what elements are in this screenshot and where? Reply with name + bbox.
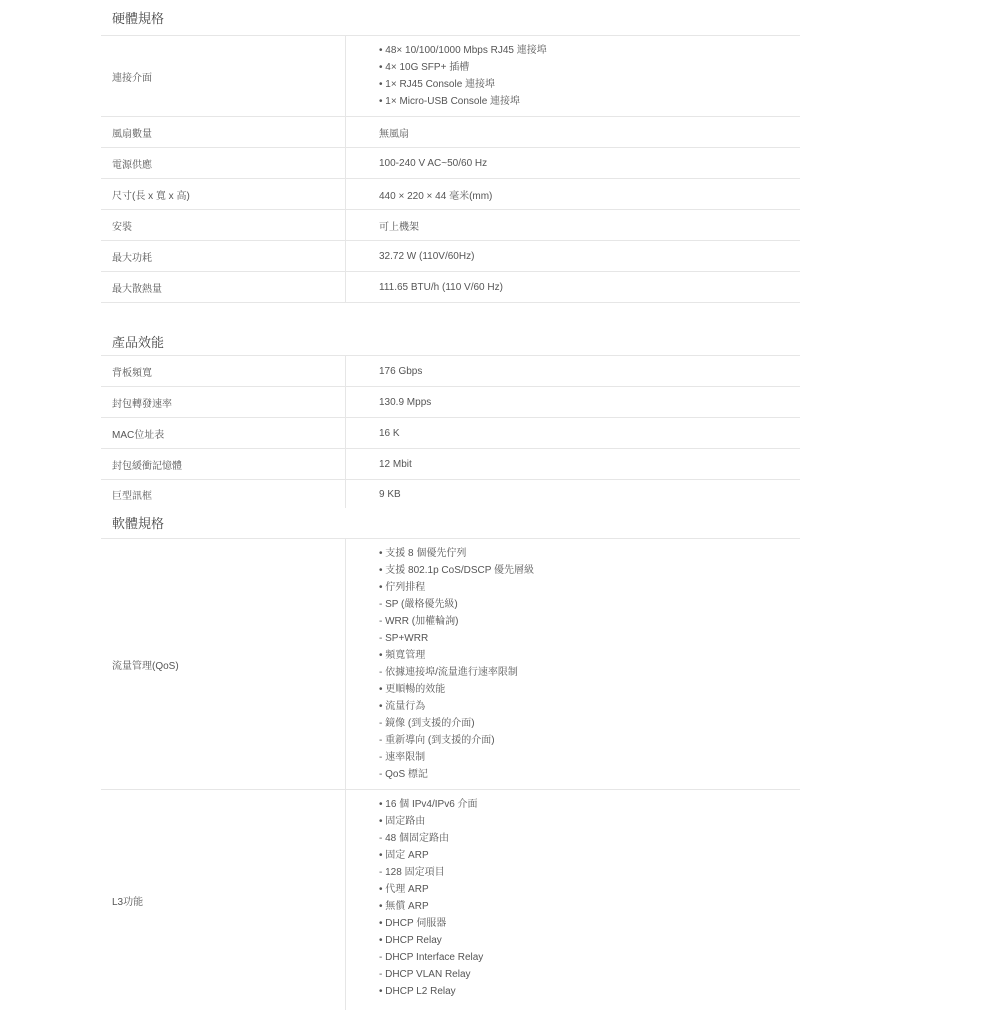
list-item: • DHCP L2 Relay — [379, 986, 456, 997]
list-item: • 48× 10/100/1000 Mbps RJ45 連接埠 — [379, 45, 547, 56]
list-item: - DHCP Interface Relay — [379, 952, 484, 963]
list-item: - 速率限制 — [379, 752, 426, 763]
list-item: • 流量行為 — [379, 701, 426, 712]
spec-value: 32.72 W (110V/60Hz) — [379, 250, 475, 262]
spec-row — [101, 179, 800, 210]
list-item: • 支援 8 個優先佇列 — [379, 548, 467, 559]
spec-value — [346, 790, 800, 1010]
list-item: • 1× RJ45 Console 連接埠 — [379, 79, 496, 90]
spec-label: 安裝 — [101, 210, 346, 240]
spec-label: 電源供應 — [101, 148, 346, 178]
spec-row — [101, 418, 800, 449]
spec-label: 風扇數量 — [101, 117, 346, 147]
spec-row — [101, 480, 800, 508]
spec-value: 無風扇 — [379, 128, 409, 140]
spec-value: 111.65 BTU/h (110 V/60 Hz) — [379, 281, 503, 293]
list-item: • DHCP 伺服器 — [379, 918, 447, 929]
section-spacer — [101, 303, 800, 332]
section-title-hardware: 硬體規格 — [101, 0, 800, 36]
list-item: - 重新導向 (到支援的介面) — [379, 735, 495, 746]
spec-row — [101, 356, 800, 387]
spec-row — [101, 449, 800, 480]
spec-label: L3功能 — [101, 790, 346, 1010]
spec-value: 100-240 V AC~50/60 Hz — [379, 157, 488, 169]
section-title-software: 軟體規格 — [101, 508, 800, 539]
spec-label: 連接介面 — [101, 36, 346, 116]
spec-value: 440 × 220 × 44 毫米(mm) — [379, 190, 493, 202]
list-item: - WRR (加權輪詢) — [379, 616, 459, 627]
list-item: • 固定 ARP — [379, 850, 429, 861]
spec-value — [346, 539, 800, 789]
spec-label: 尺寸(長 x 寬 x 高) — [101, 179, 346, 209]
list-item: - SP+WRR — [379, 633, 429, 644]
list-item: - QoS 標記 — [379, 769, 428, 780]
spec-value — [346, 36, 800, 116]
list-item: - 依據連接埠/流量進行速率限制 — [379, 667, 518, 678]
spec-row — [101, 387, 800, 418]
list-item: • 16 個 IPv4/IPv6 介面 — [379, 799, 478, 810]
spec-row — [101, 210, 800, 241]
spec-label: 流量管理(QoS) — [101, 539, 346, 789]
spec-label: 封包轉發速率 — [101, 387, 346, 417]
list-item: • 4× 10G SFP+ 插槽 — [379, 62, 470, 73]
list-item: • 1× Micro-USB Console 連接埠 — [379, 96, 521, 107]
spec-label: 最大功耗 — [101, 241, 346, 271]
spec-value: 9 KB — [379, 488, 401, 500]
l3-list — [379, 796, 483, 1000]
spec-label: MAC位址表 — [101, 418, 346, 448]
connection-list — [379, 42, 547, 110]
list-item: - SP (嚴格優先級) — [379, 599, 458, 610]
spec-row — [101, 272, 800, 303]
spec-value: 16 K — [379, 427, 400, 439]
qos-list — [379, 545, 534, 783]
spec-label: 最大散熱量 — [101, 272, 346, 302]
spec-row-connection — [101, 36, 800, 117]
spec-label: 巨型訊框 — [101, 480, 346, 508]
spec-table — [101, 0, 800, 1010]
section-title-performance: 產品效能 — [101, 332, 800, 356]
list-item: • DHCP Relay — [379, 935, 442, 946]
list-item: - DHCP VLAN Relay — [379, 969, 471, 980]
spec-row-l3 — [101, 790, 800, 1010]
spec-row — [101, 241, 800, 272]
list-item: • 頻寬管理 — [379, 650, 426, 661]
spec-label: 背板頻寬 — [101, 356, 346, 386]
spec-value: 176 Gbps — [379, 365, 423, 377]
spec-value: 可上機架 — [379, 221, 419, 233]
list-item: - 128 固定項目 — [379, 867, 445, 878]
spec-value: 130.9 Mpps — [379, 396, 432, 408]
list-item: • 支援 802.1p CoS/DSCP 優先層級 — [379, 565, 535, 576]
list-item: • 無償 ARP — [379, 901, 429, 912]
list-item: - 48 個固定路由 — [379, 833, 450, 844]
spec-label: 封包緩衝記憶體 — [101, 449, 346, 479]
spec-value: 12 Mbit — [379, 458, 412, 470]
spec-row — [101, 117, 800, 148]
list-item: - 鏡像 (到支援的介面) — [379, 718, 475, 729]
list-item: • 佇列排程 — [379, 582, 426, 593]
list-item: • 更順暢的效能 — [379, 684, 446, 695]
spec-row-qos — [101, 539, 800, 790]
spec-row — [101, 148, 800, 179]
list-item: • 代理 ARP — [379, 884, 429, 895]
list-item: • 固定路由 — [379, 816, 426, 827]
